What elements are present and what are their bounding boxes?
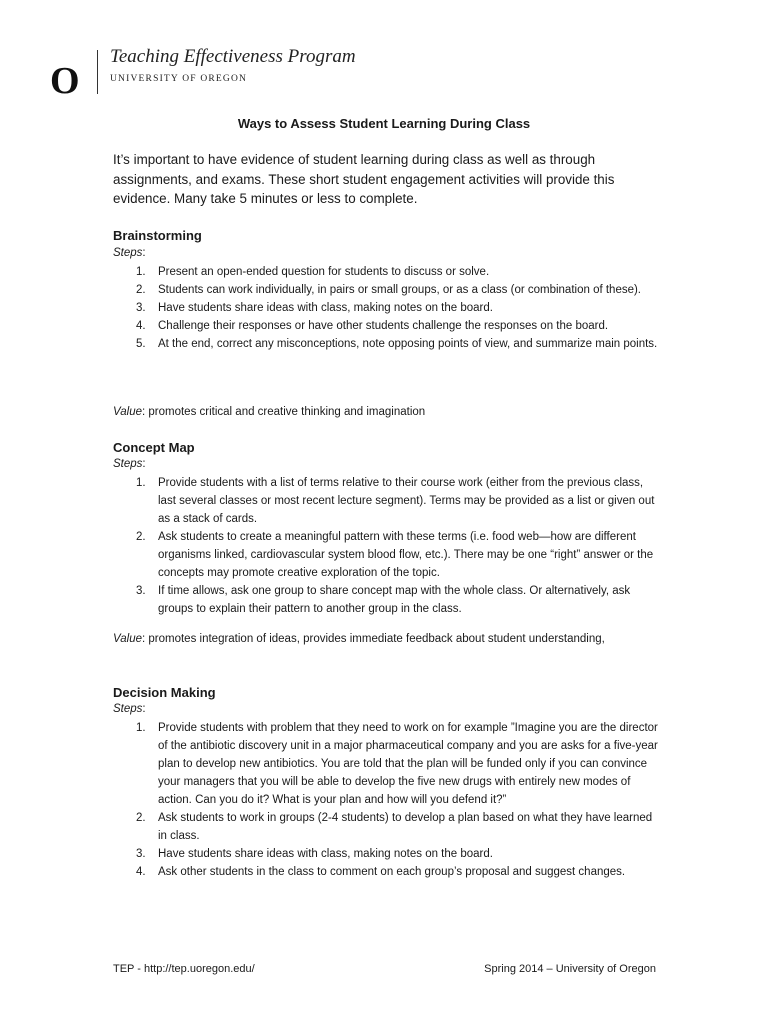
footer-url: TEP - http://tep.uoregon.edu/ — [113, 963, 255, 975]
list-item: 4. Challenge their responses or have other students challenge the responses on the board. — [136, 320, 609, 332]
concept-map-steps — [113, 474, 658, 618]
intro-paragraph: It’s important to have evidence of student learning during class as well as through assignments, and exams. These short student engagement activities will provide this evidence. Many take 5 minutes or less to complete. — [113, 152, 615, 206]
list-item: 1. Present an open-ended question for students to discuss or solve. — [136, 266, 490, 278]
list-item: 1. Provide students with problem that they need to work on for example ”Imagine you are the director of the antibiotic discovery unit in a major pharmaceutical company and you are asks for a five-year plan to develop new antibiotics. You are told that the plan will be funded only if you can convince your managers that you will be able to develop the five new drugs with entirely new modes of action. Can you do it? What is your plan and how will you defend it?” — [136, 722, 658, 806]
brainstorming-value: Value: promotes critical and creative thinking and imagination — [113, 406, 426, 418]
list-item: 2. Students can work individually, in pairs or small groups, or as a class (or combination of these). — [136, 284, 642, 296]
list-item: 3. Have students share ideas with class, making notes on the board. — [136, 302, 493, 314]
steps-label: Steps: — [113, 703, 146, 715]
list-item: 3. If time allows, ask one group to share concept map with the whole class. Or alternatively, ask groups to explain their pattern to another group in the class. — [136, 585, 631, 615]
list-item: 2. Ask students to create a meaningful pattern with these terms (i.e. food web—how are different organisms linked, cardiovascular system blood flow, etc.). There may be one “right” answer or the concepts may promote creative exploration of the topic. — [136, 531, 654, 579]
logo-divider — [97, 50, 98, 94]
list-item: 2. Ask students to work in groups (2-4 students) to develop a plan based on what they have learned in class. — [136, 812, 653, 842]
steps-label: Steps: — [113, 247, 146, 259]
decision-making-steps — [113, 719, 658, 881]
section-heading-concept-map: Concept Map — [113, 440, 195, 455]
brainstorming-steps — [113, 263, 658, 353]
steps-label: Steps: — [113, 458, 146, 470]
section-heading-brainstorming: Brainstorming — [113, 228, 202, 243]
document-title: Ways to Assess Student Learning During Class — [237, 116, 531, 131]
list-item: 4. Ask other students in the class to comment on each group’s proposal and suggest changes. — [136, 866, 626, 878]
section-heading-decision-making: Decision Making — [113, 685, 216, 700]
program-name: Teaching Effectiveness Program — [110, 46, 356, 67]
list-item: 3. Have students share ideas with class, making notes on the board. — [136, 848, 493, 860]
list-item: 5. At the end, correct any misconceptions, note opposing points of view, and summarize main points. — [136, 338, 658, 350]
list-item: 1. Provide students with a list of terms relative to their course work (either from the previous class, last several classes or most recent lecture segment). Terms may be provided as a list or given out as a stack of cards. — [136, 477, 655, 525]
university-logo — [50, 44, 356, 102]
footer-date: Spring 2014 – University of Oregon — [484, 963, 656, 975]
oregon-o-logo-icon: O — [50, 60, 79, 102]
concept-map-value: Value: promotes integration of ideas, provides immediate feedback about student understanding, — [113, 633, 605, 645]
university-name: UNIVERSITY OF OREGON — [110, 74, 248, 84]
